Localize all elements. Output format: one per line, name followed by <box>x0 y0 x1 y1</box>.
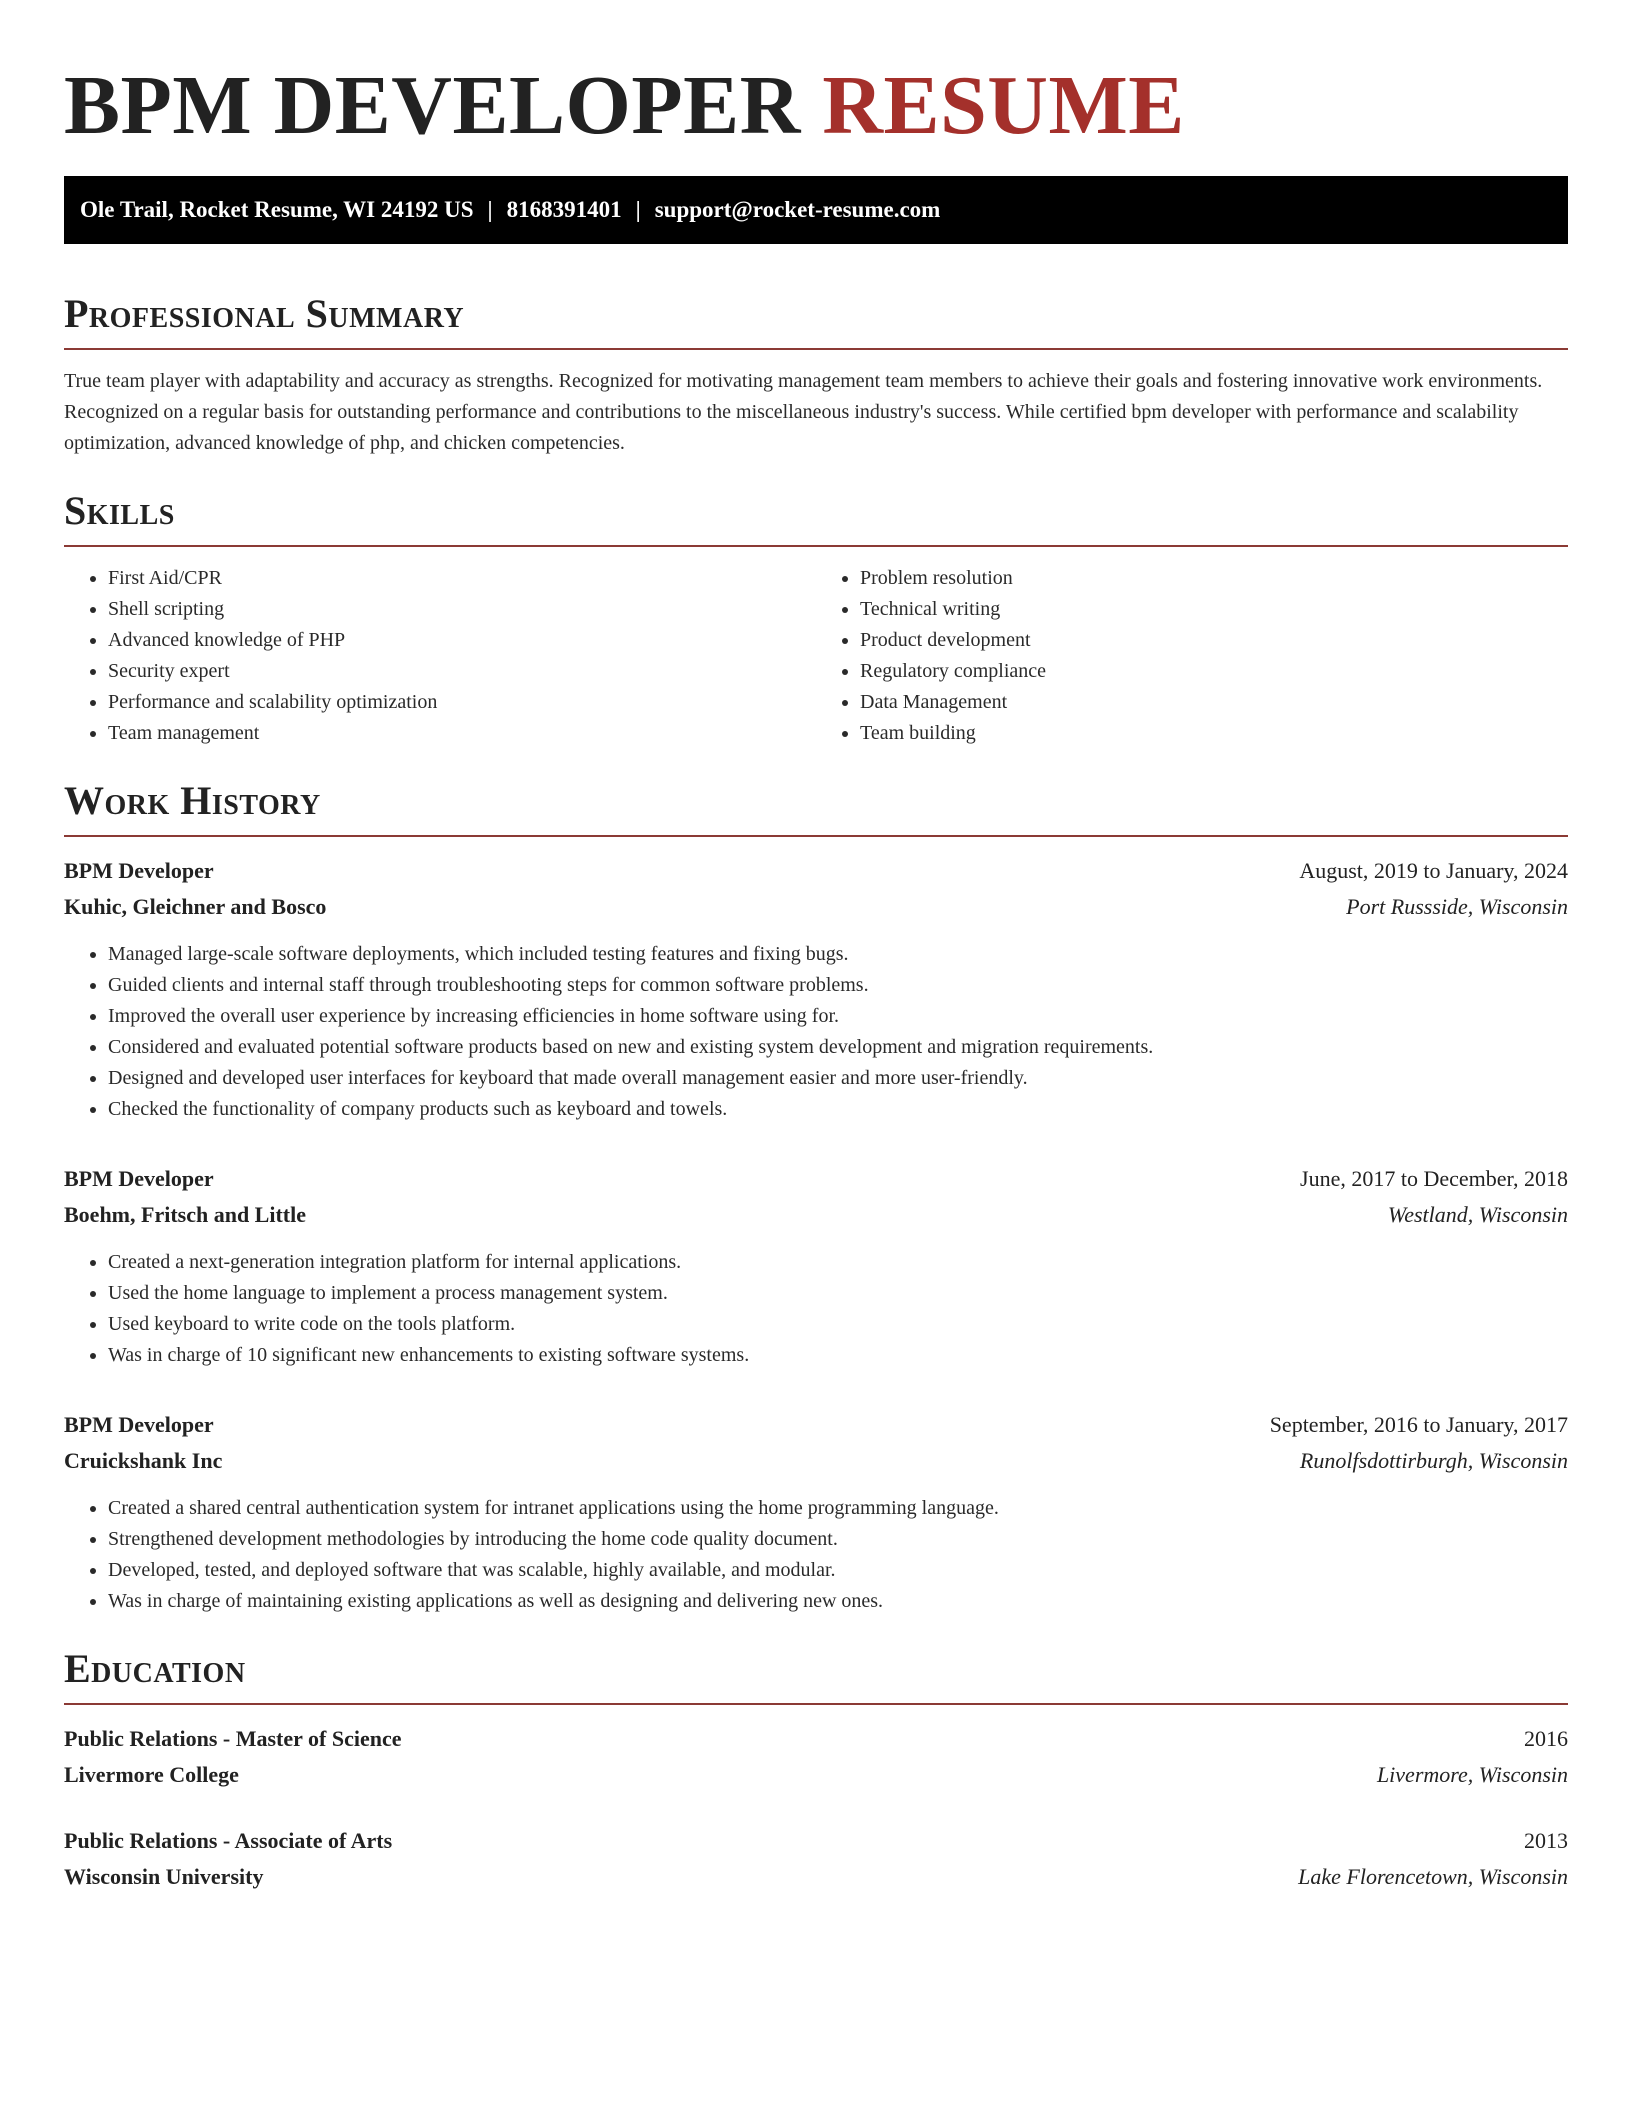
job-bullets <box>64 939 1568 1125</box>
section-heading-summary: Professional Summary <box>64 291 465 336</box>
skill-item: • Product development <box>860 625 1568 656</box>
job-company-row <box>64 1197 1568 1233</box>
section-heading-skills: Skills <box>64 488 175 533</box>
job-bullet: • Created a shared central authentication system for intranet applications using the home programming language. <box>108 1493 1568 1524</box>
contact-bar <box>64 176 1568 244</box>
skills-list-left <box>64 563 816 749</box>
education-section <box>64 1645 1568 1895</box>
job-bullet: • Improved the overall user experience by increasing efficiencies in home software using for. <box>108 1001 1568 1032</box>
work-history-section <box>64 777 1568 1617</box>
skill-item: • Performance and scalability optimization <box>108 687 816 718</box>
job-company-row <box>64 889 1568 925</box>
job-bullets <box>64 1247 1568 1371</box>
education-location: Livermore, Wisconsin <box>1376 1762 1568 1787</box>
section-divider <box>64 1703 1568 1705</box>
skill-item: • Advanced knowledge of PHP <box>108 625 816 656</box>
education-school-row <box>64 1757 1568 1793</box>
section-divider <box>64 545 1568 547</box>
job-header-row <box>64 1161 1568 1197</box>
job-bullet: • Managed large-scale software deployments, which included testing features and fixing bugs. <box>108 939 1568 970</box>
education-degree: Public Relations - Master of Science <box>64 1726 402 1751</box>
job-bullet: • Considered and evaluated potential software products based on new and existing system development and migration requirements. <box>108 1032 1568 1063</box>
job-bullet: • Used the home language to implement a process management system. <box>108 1278 1568 1309</box>
title-accent: RESUME <box>822 59 1185 152</box>
section-heading-work-history: Work History <box>64 778 321 823</box>
job-location: Runolfsdottirburgh, Wisconsin <box>1299 1448 1568 1473</box>
education-degree-row <box>64 1823 1568 1859</box>
job-bullet: • Checked the functionality of company products such as keyboard and towels. <box>108 1094 1568 1125</box>
job-title: BPM Developer <box>64 1412 214 1437</box>
section-heading-education: Education <box>64 1646 246 1691</box>
education-location: Lake Florencetown, Wisconsin <box>1298 1864 1568 1889</box>
job-bullet: • Was in charge of 10 significant new enhancements to existing software systems. <box>108 1340 1568 1371</box>
skill-item: • Problem resolution <box>860 563 1568 594</box>
job-header-row <box>64 853 1568 889</box>
skill-item: • Data Management <box>860 687 1568 718</box>
skills-section <box>64 487 1568 749</box>
job-bullet: • Designed and developed user interfaces for keyboard that made overall management easier and more user-friendly. <box>108 1063 1568 1094</box>
summary-text: True team player with adaptability and accuracy as strengths. Recognized for motivating management team members to achieve their goals and fostering innovative work environments. Recognized on a regular basis for outstanding performance and contributions to the miscellaneous industry's success. While certified bpm developer with performance and scalability optimization, advanced knowledge of php, and chicken competencies. <box>64 370 1543 454</box>
title-main: BPM DEVELOPER <box>64 59 801 152</box>
job-header-row <box>64 1407 1568 1443</box>
education-school-row <box>64 1859 1568 1895</box>
job-company: Cruickshank Inc <box>64 1448 223 1473</box>
page-title <box>64 56 1568 156</box>
education-entry <box>64 1721 1568 1793</box>
education-school: Wisconsin University <box>64 1864 264 1889</box>
job-company: Boehm, Fritsch and Little <box>64 1202 306 1227</box>
job-location: Westland, Wisconsin <box>1387 1202 1568 1227</box>
skill-item: • First Aid/CPR <box>108 563 816 594</box>
contact-phone: 8168391401 <box>506 197 622 222</box>
education-degree-row <box>64 1721 1568 1757</box>
contact-separator: | <box>487 197 493 222</box>
contact-email: support@rocket-resume.com <box>654 197 941 222</box>
job-location: Port Russside, Wisconsin <box>1346 894 1568 919</box>
skill-item: • Technical writing <box>860 594 1568 625</box>
job-dates: August, 2019 to January, 2024 <box>1299 858 1568 883</box>
education-school: Livermore College <box>64 1762 239 1787</box>
skills-list-right <box>816 563 1568 749</box>
contact-address: Ole Trail, Rocket Resume, WI 24192 US <box>80 197 474 222</box>
job-entry <box>64 1407 1568 1617</box>
job-company: Kuhic, Gleichner and Bosco <box>64 894 327 919</box>
job-bullets <box>64 1493 1568 1617</box>
skill-item: • Team management <box>108 718 816 749</box>
skill-item: • Security expert <box>108 656 816 687</box>
summary-section <box>64 290 1568 459</box>
skill-item: • Team building <box>860 718 1568 749</box>
section-divider <box>64 835 1568 837</box>
section-divider <box>64 348 1568 350</box>
education-year: 2016 <box>1524 1726 1568 1751</box>
job-bullet: • Was in charge of maintaining existing applications as well as designing and delivering new ones. <box>108 1586 1568 1617</box>
education-degree: Public Relations - Associate of Arts <box>64 1828 393 1853</box>
job-entry <box>64 1161 1568 1371</box>
job-title: BPM Developer <box>64 858 214 883</box>
job-title: BPM Developer <box>64 1166 214 1191</box>
contact-separator: | <box>635 197 641 222</box>
job-bullet: • Developed, tested, and deployed software that was scalable, highly available, and modular. <box>108 1555 1568 1586</box>
job-bullet: • Created a next-generation integration platform for internal applications. <box>108 1247 1568 1278</box>
job-company-row <box>64 1443 1568 1479</box>
job-dates: September, 2016 to January, 2017 <box>1269 1412 1568 1437</box>
education-year: 2013 <box>1524 1828 1568 1853</box>
job-bullet: • Used keyboard to write code on the tools platform. <box>108 1309 1568 1340</box>
skill-item: • Regulatory compliance <box>860 656 1568 687</box>
education-entry <box>64 1823 1568 1895</box>
skill-item: • Shell scripting <box>108 594 816 625</box>
skills-columns <box>64 563 1568 749</box>
job-entry <box>64 853 1568 1125</box>
job-bullet: • Guided clients and internal staff through troubleshooting steps for common software problems. <box>108 970 1568 1001</box>
job-dates: June, 2017 to December, 2018 <box>1300 1166 1568 1191</box>
job-bullet: • Strengthened development methodologies by introducing the home code quality document. <box>108 1524 1568 1555</box>
